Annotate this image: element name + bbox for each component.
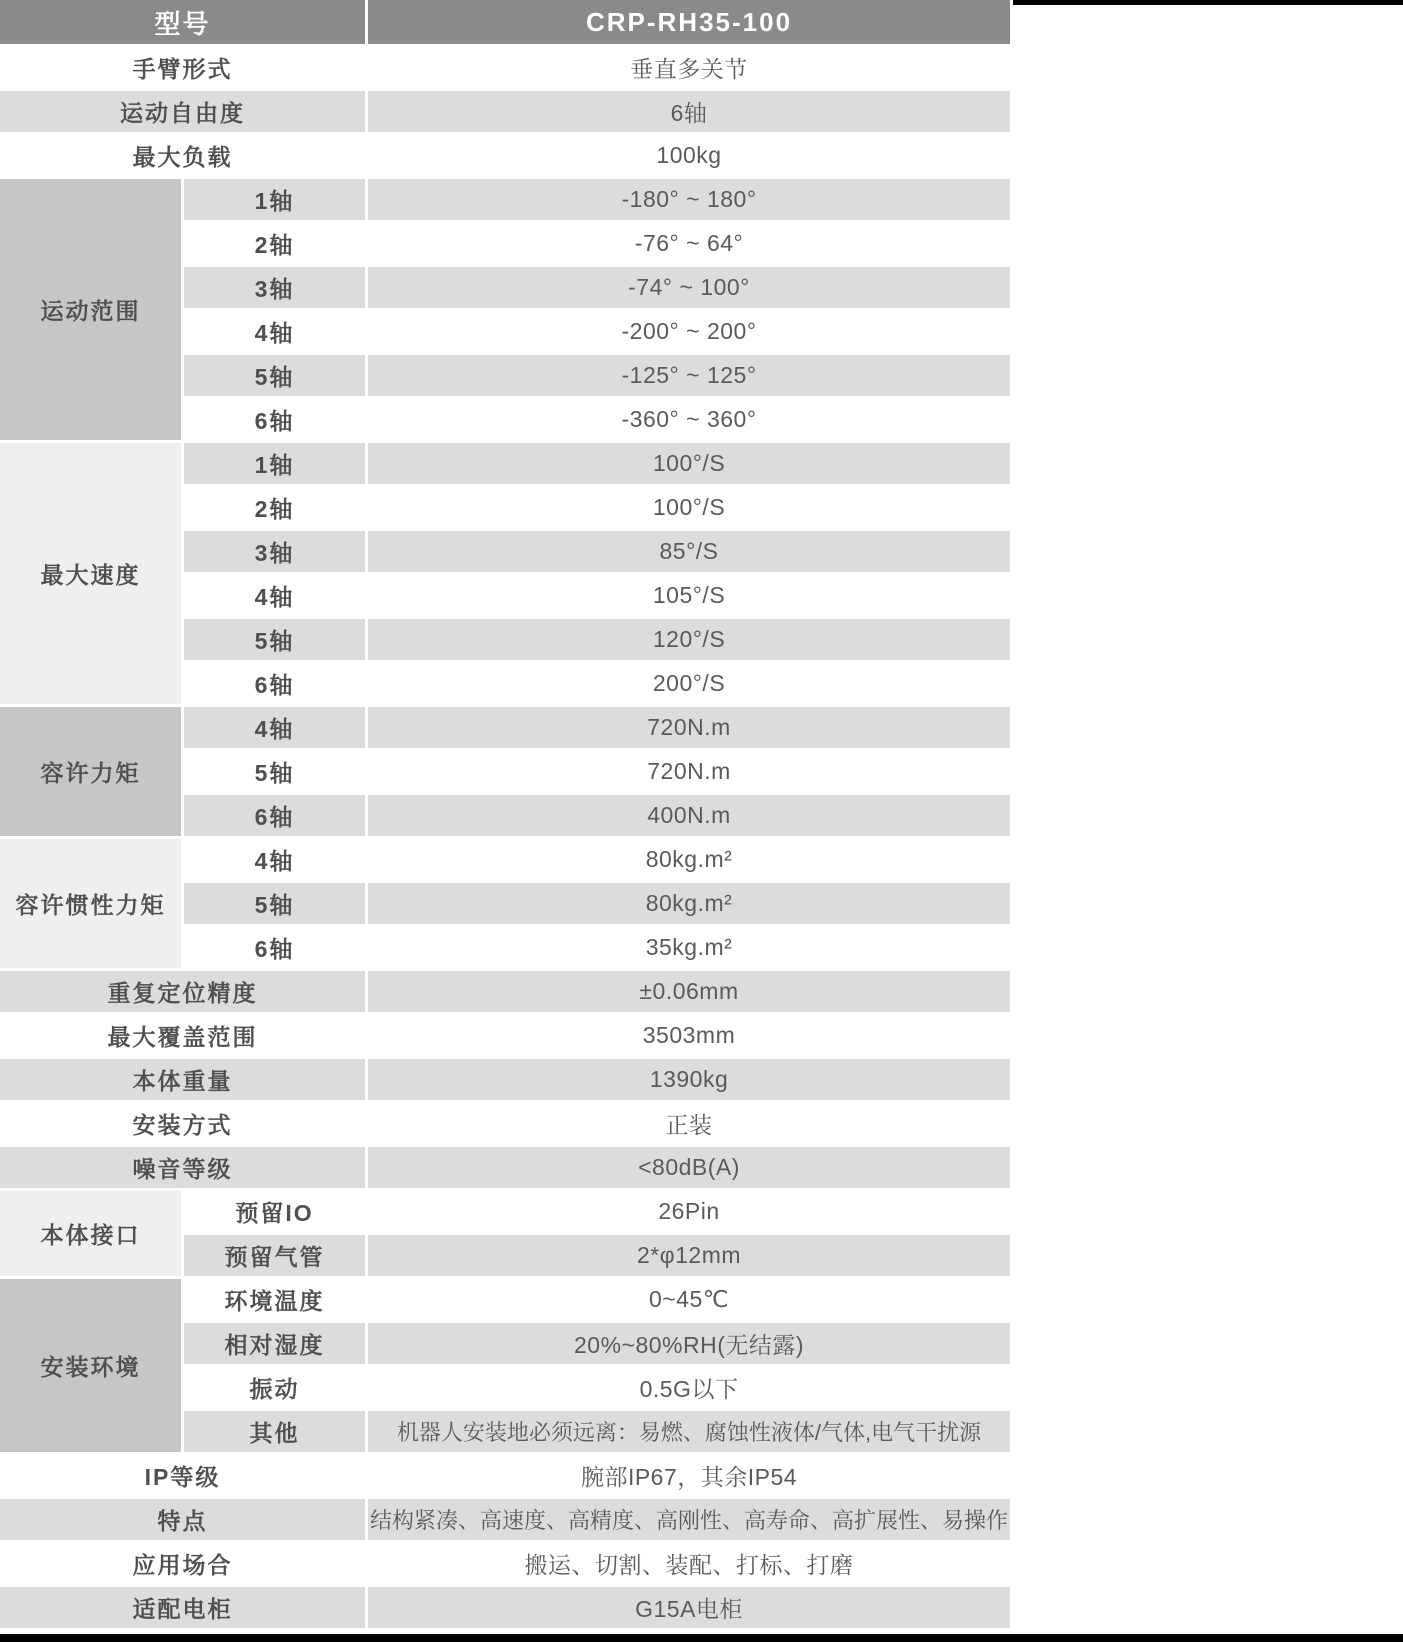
dof-row bbox=[0, 91, 1010, 132]
motion-range-axis1-row bbox=[0, 179, 1010, 220]
inertia-axis4-row bbox=[0, 839, 1010, 880]
max-payload-value: 100kg bbox=[368, 135, 1010, 176]
interface-section-label: 本体接口 bbox=[0, 1191, 181, 1276]
max-reach-value: 3503mm bbox=[368, 1015, 1010, 1056]
axis-label: 6轴 bbox=[184, 399, 365, 440]
ip-rating-label: IP等级 bbox=[0, 1455, 365, 1496]
arm-form-row bbox=[0, 47, 1010, 88]
env-temperature-label: 环境温度 bbox=[184, 1279, 365, 1320]
reserved-io-label: 预留IO bbox=[184, 1191, 365, 1232]
torque-axis4-row bbox=[0, 707, 1010, 748]
axis-label: 6轴 bbox=[184, 663, 365, 704]
env-temperature-row bbox=[0, 1279, 1010, 1320]
axis-value: -180° ~ 180° bbox=[368, 179, 1010, 220]
env-vibration-label: 振动 bbox=[184, 1367, 365, 1408]
applications-row bbox=[0, 1543, 1010, 1584]
env-other-label: 其他 bbox=[184, 1411, 365, 1452]
model-value: CRP-RH35-100 bbox=[368, 0, 1010, 44]
axis-label: 5轴 bbox=[184, 355, 365, 396]
axis-value: 200°/S bbox=[368, 663, 1010, 704]
axis-value: 720N.m bbox=[368, 751, 1010, 792]
axis-value: 120°/S bbox=[368, 619, 1010, 660]
reserved-air-value: 2*φ12mm bbox=[368, 1235, 1010, 1276]
arm-form-label: 手臂形式 bbox=[0, 47, 365, 88]
applications-label: 应用场合 bbox=[0, 1543, 365, 1584]
mounting-value: 正装 bbox=[368, 1103, 1010, 1144]
env-humidity-value: 20%~80%RH(无结露) bbox=[368, 1323, 1010, 1364]
top-black-bar bbox=[1012, 0, 1403, 5]
noise-level-value: <80dB(A) bbox=[368, 1147, 1010, 1188]
inertia-section-label: 容许惯性力矩 bbox=[0, 839, 181, 968]
axis-value: -200° ~ 200° bbox=[368, 311, 1010, 352]
mounting-row bbox=[0, 1103, 1010, 1144]
axis-value: -74° ~ 100° bbox=[368, 267, 1010, 308]
reserved-air-label: 预留气管 bbox=[184, 1235, 365, 1276]
max-speed-section-label: 最大速度 bbox=[0, 443, 181, 704]
torque-section-label: 容许力矩 bbox=[0, 707, 181, 836]
axis-label: 3轴 bbox=[184, 531, 365, 572]
cabinet-value: G15A电柜 bbox=[368, 1587, 1010, 1628]
features-row bbox=[0, 1499, 1010, 1540]
repeatability-label: 重复定位精度 bbox=[0, 971, 365, 1012]
dof-value: 6轴 bbox=[368, 91, 1010, 132]
dof-label: 运动自由度 bbox=[0, 91, 365, 132]
applications-value: 搬运、切割、装配、打标、打磨 bbox=[368, 1543, 1010, 1584]
body-weight-value: 1390kg bbox=[368, 1059, 1010, 1100]
axis-label: 4轴 bbox=[184, 839, 365, 880]
repeatability-row bbox=[0, 971, 1010, 1012]
features-label: 特点 bbox=[0, 1499, 365, 1540]
axis-label: 6轴 bbox=[184, 795, 365, 836]
max-payload-label: 最大负载 bbox=[0, 135, 365, 176]
environment-section-label: 安装环境 bbox=[0, 1279, 181, 1452]
axis-label: 4轴 bbox=[184, 575, 365, 616]
features-value: 结构紧凑、高速度、高精度、高刚性、高寿命、高扩展性、易操作 bbox=[368, 1499, 1010, 1540]
reserved-io-row bbox=[0, 1191, 1010, 1232]
body-weight-label: 本体重量 bbox=[0, 1059, 365, 1100]
axis-value: 85°/S bbox=[368, 531, 1010, 572]
axis-label: 1轴 bbox=[184, 179, 365, 220]
axis-value: 80kg.m² bbox=[368, 839, 1010, 880]
axis-value: -360° ~ 360° bbox=[368, 399, 1010, 440]
axis-label: 4轴 bbox=[184, 707, 365, 748]
axis-label: 5轴 bbox=[184, 883, 365, 924]
ip-rating-value: 腕部IP67，其余IP54 bbox=[368, 1455, 1010, 1496]
axis-label: 3轴 bbox=[184, 267, 365, 308]
axis-label: 5轴 bbox=[184, 619, 365, 660]
env-humidity-label: 相对湿度 bbox=[184, 1323, 365, 1364]
env-other-value: 机器人安装地必须远离：易燃、腐蚀性液体/气体,电气干扰源 bbox=[368, 1411, 1010, 1452]
axis-value: 100°/S bbox=[368, 443, 1010, 484]
model-label: 型号 bbox=[0, 0, 365, 44]
ip-rating-row bbox=[0, 1455, 1010, 1496]
body-weight-row bbox=[0, 1059, 1010, 1100]
noise-level-row bbox=[0, 1147, 1010, 1188]
axis-value: -76° ~ 64° bbox=[368, 223, 1010, 264]
axis-value: 35kg.m² bbox=[368, 927, 1010, 968]
max-reach-row bbox=[0, 1015, 1010, 1056]
noise-level-label: 噪音等级 bbox=[0, 1147, 365, 1188]
axis-value: 100°/S bbox=[368, 487, 1010, 528]
axis-label: 1轴 bbox=[184, 443, 365, 484]
motion-range-section-label: 运动范围 bbox=[0, 179, 181, 440]
axis-label: 2轴 bbox=[184, 487, 365, 528]
cabinet-row bbox=[0, 1587, 1010, 1628]
env-temperature-value: 0~45℃ bbox=[368, 1279, 1010, 1320]
repeatability-value: ±0.06mm bbox=[368, 971, 1010, 1012]
arm-form-value: 垂直多关节 bbox=[368, 47, 1010, 88]
axis-label: 6轴 bbox=[184, 927, 365, 968]
max-reach-label: 最大覆盖范围 bbox=[0, 1015, 365, 1056]
max-payload-row bbox=[0, 135, 1010, 176]
axis-value: 80kg.m² bbox=[368, 883, 1010, 924]
bottom-black-bar bbox=[0, 1634, 1403, 1642]
axis-label: 4轴 bbox=[184, 311, 365, 352]
axis-value: 400N.m bbox=[368, 795, 1010, 836]
axis-value: 720N.m bbox=[368, 707, 1010, 748]
axis-value: 105°/S bbox=[368, 575, 1010, 616]
axis-label: 2轴 bbox=[184, 223, 365, 264]
reserved-io-value: 26Pin bbox=[368, 1191, 1010, 1232]
cabinet-label: 适配电柜 bbox=[0, 1587, 365, 1628]
mounting-label: 安装方式 bbox=[0, 1103, 365, 1144]
env-vibration-value: 0.5G以下 bbox=[368, 1367, 1010, 1408]
model-header-row bbox=[0, 0, 1010, 44]
axis-label: 5轴 bbox=[184, 751, 365, 792]
max-speed-axis1-row bbox=[0, 443, 1010, 484]
axis-value: -125° ~ 125° bbox=[368, 355, 1010, 396]
